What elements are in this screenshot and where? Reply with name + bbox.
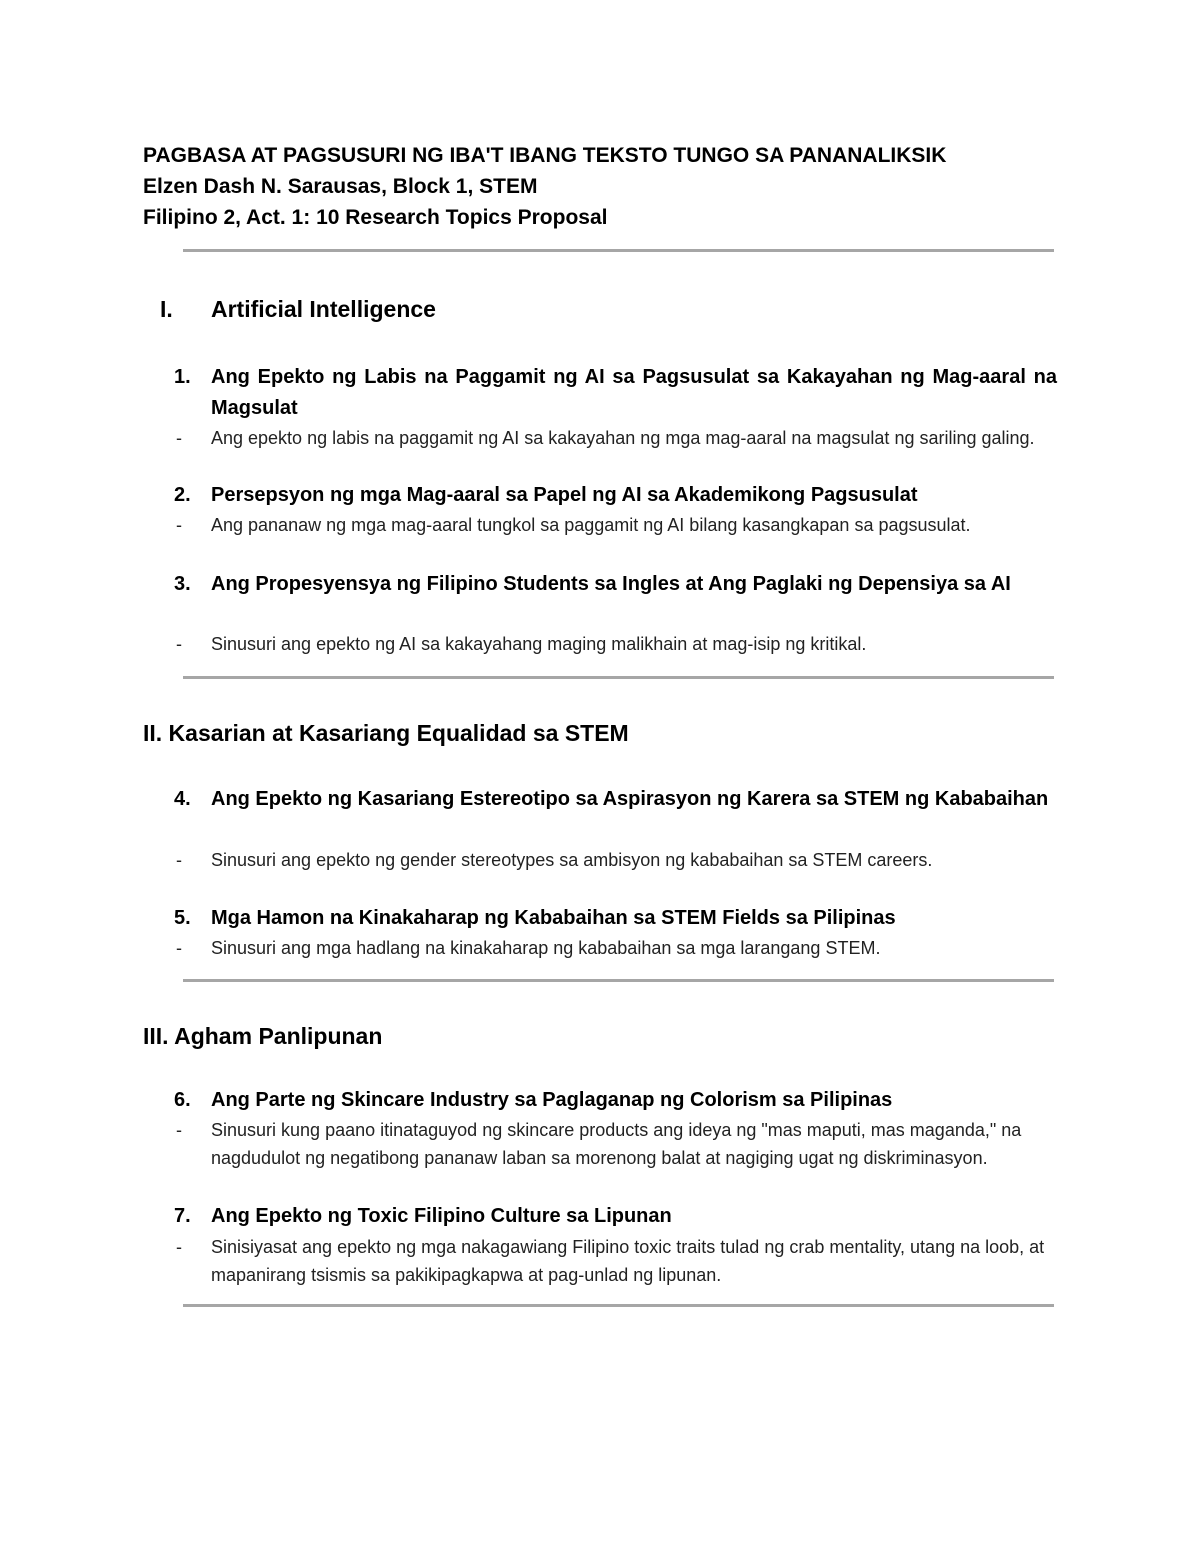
bullet-dash: - — [176, 1120, 182, 1140]
topic-number: 3. — [174, 573, 191, 595]
section-title: III. Agham Panlipunan — [143, 1023, 383, 1049]
topic-description: Sinusuri ang mga hadlang na kinakaharap ng kababaihan sa mga larangang STEM. — [211, 938, 881, 958]
divider — [183, 249, 1054, 252]
divider — [183, 1304, 1054, 1307]
topic-number: 5. — [174, 907, 191, 929]
divider — [183, 676, 1054, 679]
topic-description: Sinisiyasat ang epekto ng mga nakagawiang Filipino toxic traits tulad ng crab mentality, utang na loob, at mapanirang tsismis sa pakikipagkapwa at pag-unlad ng lipunan. — [211, 1237, 1045, 1285]
topic-number: 1. — [174, 366, 191, 388]
divider — [183, 979, 1054, 982]
bullet-dash: - — [176, 938, 182, 958]
topic-number: 7. — [174, 1205, 191, 1227]
section-title: II. Kasarian at Kasariang Equalidad sa STEM — [143, 720, 629, 746]
bullet-dash: - — [176, 1237, 182, 1257]
author-line: Elzen Dash N. Sarausas, Block 1, STEM — [143, 175, 538, 198]
bullet-dash: - — [176, 634, 182, 654]
topic-title: Persepsyon ng mga Mag-aaral sa Papel ng AI sa Akademikong Pagsusulat — [211, 484, 918, 506]
bullet-dash: - — [176, 428, 182, 448]
bullet-dash: - — [176, 850, 182, 870]
topic-description: Sinusuri ang epekto ng gender stereotypes sa ambisyon ng kababaihan sa STEM careers. — [211, 850, 933, 870]
topic-number: 2. — [174, 484, 191, 506]
topic-number: 6. — [174, 1089, 191, 1111]
section-title: Artificial Intelligence — [211, 296, 436, 322]
topic-title: Mga Hamon na Kinakaharap ng Kababaihan sa STEM Fields sa Pilipinas — [211, 907, 896, 929]
bullet-dash: - — [176, 515, 182, 535]
section-numeral: I. — [160, 296, 173, 322]
topic-title: Ang Epekto ng Labis na Paggamit ng AI sa Pagsusulat sa Kakayahan ng Mag-aaral na Magsulat — [211, 366, 1057, 419]
topic-title: Ang Epekto ng Toxic Filipino Culture sa Lipunan — [211, 1205, 672, 1227]
topic-description: Sinusuri ang epekto ng AI sa kakayahang maging malikhain at mag-isip ng kritikal. — [211, 634, 867, 654]
topic-title: Ang Propesyensya ng Filipino Students sa Ingles at Ang Paglaki ng Depensiya sa AI — [211, 573, 1011, 595]
document-title: PAGBASA AT PAGSUSURI NG IBA'T IBANG TEKSTO TUNGO SA PANANALIKSIK — [143, 144, 947, 167]
topic-description: Ang epekto ng labis na paggamit ng AI sa kakayahan ng mga mag-aaral na magsulat ng sariling galing. — [211, 428, 1035, 448]
topic-description: Ang pananaw ng mga mag-aaral tungkol sa paggamit ng AI bilang kasangkapan sa pagsusulat. — [211, 515, 971, 535]
topic-description: Sinusuri kung paano itinataguyod ng skincare products ang ideya ng "mas maputi, mas maganda," na nagdudulot ng negatibong pananaw laban sa morenong balat at nagiging ugat ng diskriminasyon. — [211, 1120, 1022, 1168]
topic-title: Ang Epekto ng Kasariang Estereotipo sa Aspirasyon ng Karera sa STEM ng Kababaihan — [211, 788, 1049, 810]
topic-number: 4. — [174, 788, 191, 810]
topic-title: Ang Parte ng Skincare Industry sa Paglaganap ng Colorism sa Pilipinas — [211, 1089, 893, 1111]
activity-line: Filipino 2, Act. 1: 10 Research Topics Proposal — [143, 206, 608, 229]
